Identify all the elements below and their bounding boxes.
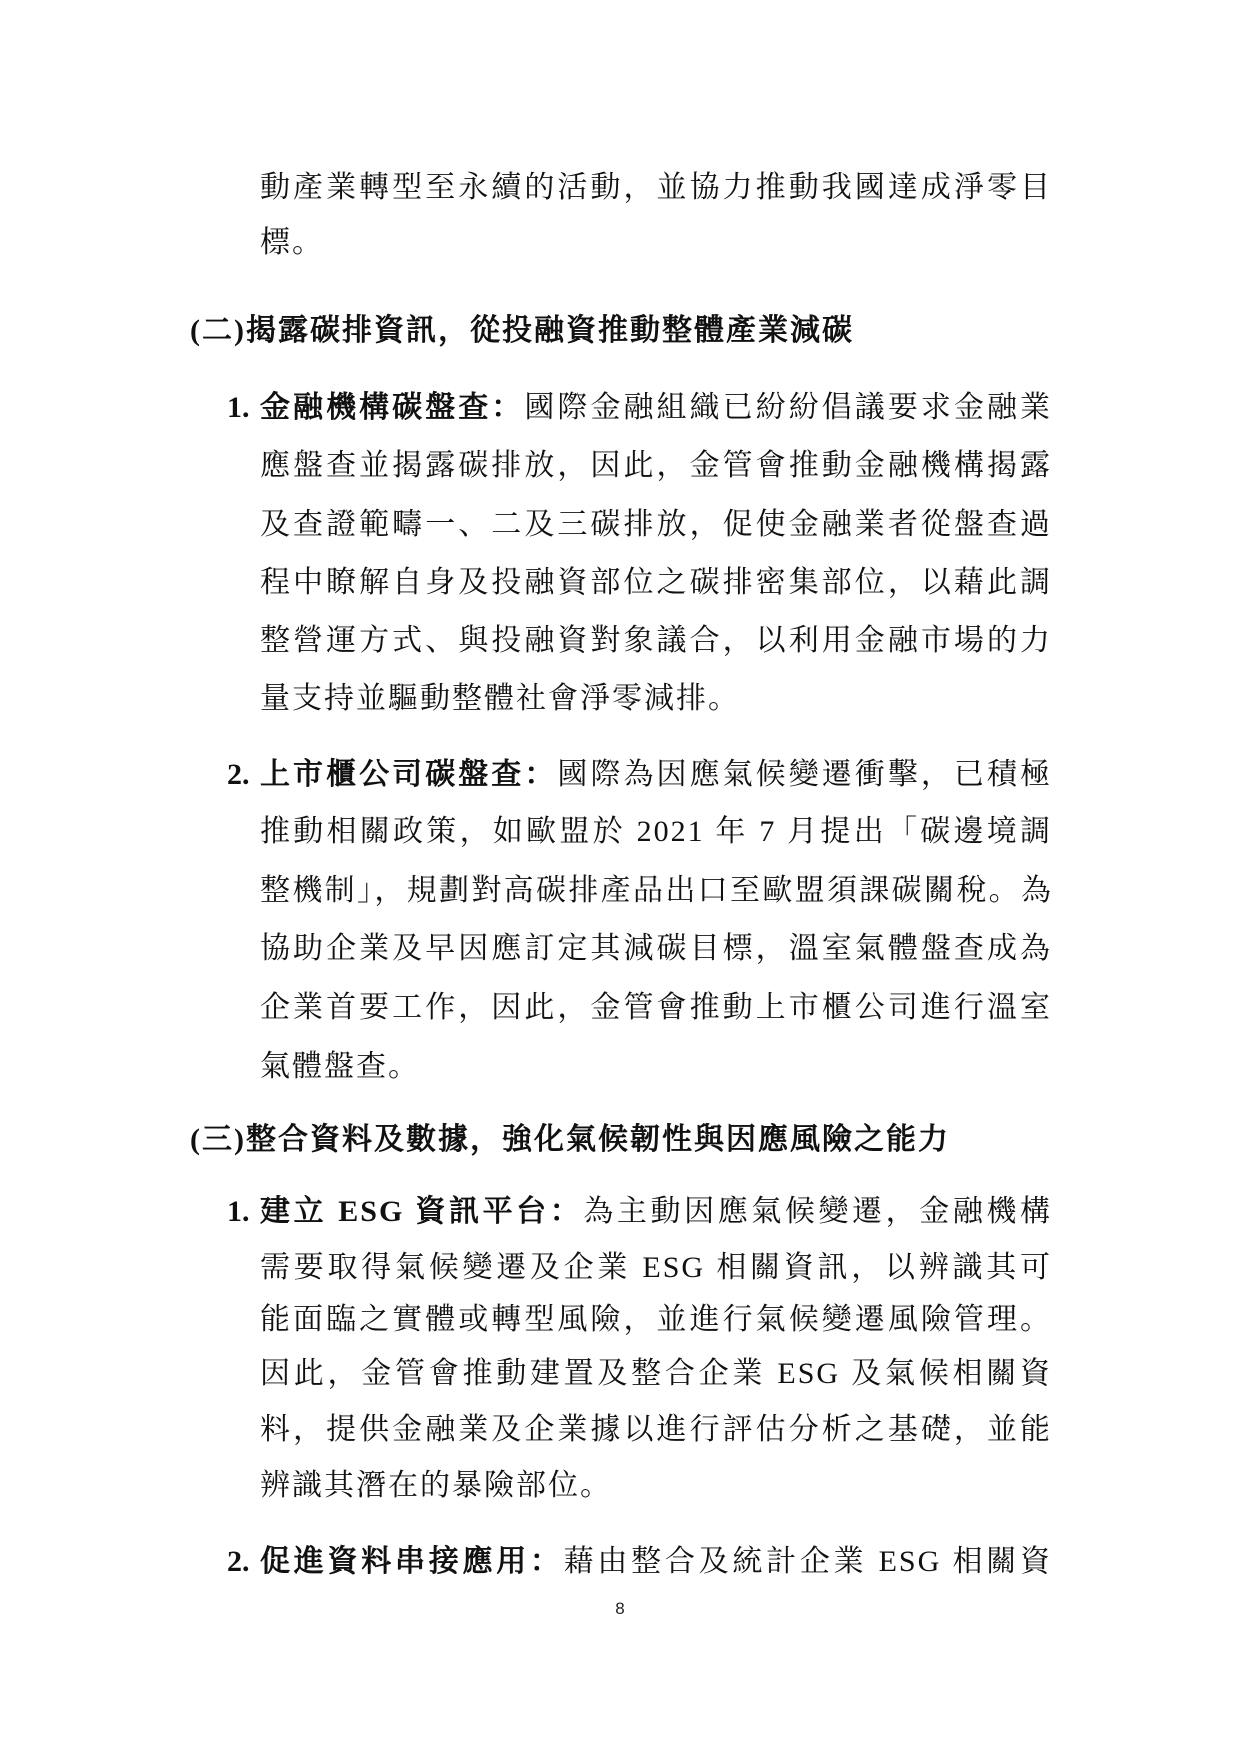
body-line: 協助企業及早因應訂定其減碳目標，溫室氣體盤查成為: [260, 932, 1052, 965]
item-first-line: [260, 379, 1052, 437]
body-line: 標。: [260, 226, 324, 259]
body-line: 應盤查並揭露碳排放，因此，金管會推動金融機構揭露: [260, 449, 1052, 482]
body-line: 因此，金管會推動建置及整合企業 ESG 及氣候相關資: [260, 1357, 1052, 1390]
section-heading: (三)整合資料及數據，強化氣候韌性與因應風險之能力: [190, 1123, 950, 1156]
item-first-line: [260, 746, 1052, 804]
body-line: 量支持並驅動整體社會淨零減排。: [260, 682, 740, 715]
item-number: 2.: [227, 758, 250, 791]
body-line: 推動相關政策，如歐盟於 2021 年 7 月提出「碳邊境調: [260, 815, 1052, 848]
body-line: 整營運方式、與投融資對象議合，以利用金融市場的力: [260, 624, 1052, 657]
body-line: 氣體盤查。: [260, 1050, 420, 1083]
body-line: 能面臨之實體或轉型風險，並進行氣候變遷風險管理。: [260, 1303, 1052, 1336]
item-text: 為主動因應氣候變遷，金融機構: [583, 1195, 1053, 1228]
body-line: 整機制」，規劃對高碳排產品出口至歐盟須課碳關稅。為: [260, 874, 1052, 907]
body-line: 企業首要工作，因此，金管會推動上市櫃公司進行溫室: [260, 991, 1052, 1024]
item-label: 建立 ESG 資訊平台：: [260, 1195, 584, 1228]
page-number: 8: [615, 1599, 625, 1618]
body-line: 及查證範疇一、二及三碳排放，促使金融業者從盤查過: [260, 508, 1052, 541]
item-number: 1.: [227, 1195, 250, 1228]
item-number: 1.: [227, 391, 250, 424]
body-line: 動產業轉型至永續的活動，並協力推動我國達成淨零目: [260, 171, 1052, 204]
item-first-line: [260, 1183, 1052, 1241]
body-line: 程中瞭解自身及投融資部位之碳排密集部位，以藉此調: [260, 566, 1052, 599]
item-label: 金融機構碳盤查：: [260, 391, 525, 424]
body-line: 需要取得氣候變遷及企業 ESG 相關資訊，以辨識其可: [260, 1251, 1052, 1284]
section-heading: (二)揭露碳排資訊，從投融資推動整體產業減碳: [190, 314, 854, 347]
body-line: 辨識其潛在的暴險部位。: [260, 1469, 612, 1502]
item-label: 促進資料串接應用：: [260, 1545, 564, 1578]
item-text: 國際為因應氣候變遷衝擊，已積極: [557, 758, 1053, 791]
item-first-line: [260, 1533, 1052, 1591]
item-number: 2.: [227, 1545, 250, 1578]
body-line: 料，提供金融業及企業據以進行評估分析之基礎，並能: [260, 1413, 1052, 1446]
item-text: 國際金融組織已紛紛倡議要求金融業: [524, 391, 1053, 424]
item-text: 藉由整合及統計企業 ESG 相關資: [563, 1545, 1053, 1578]
item-label: 上市櫃公司碳盤查：: [260, 758, 558, 791]
